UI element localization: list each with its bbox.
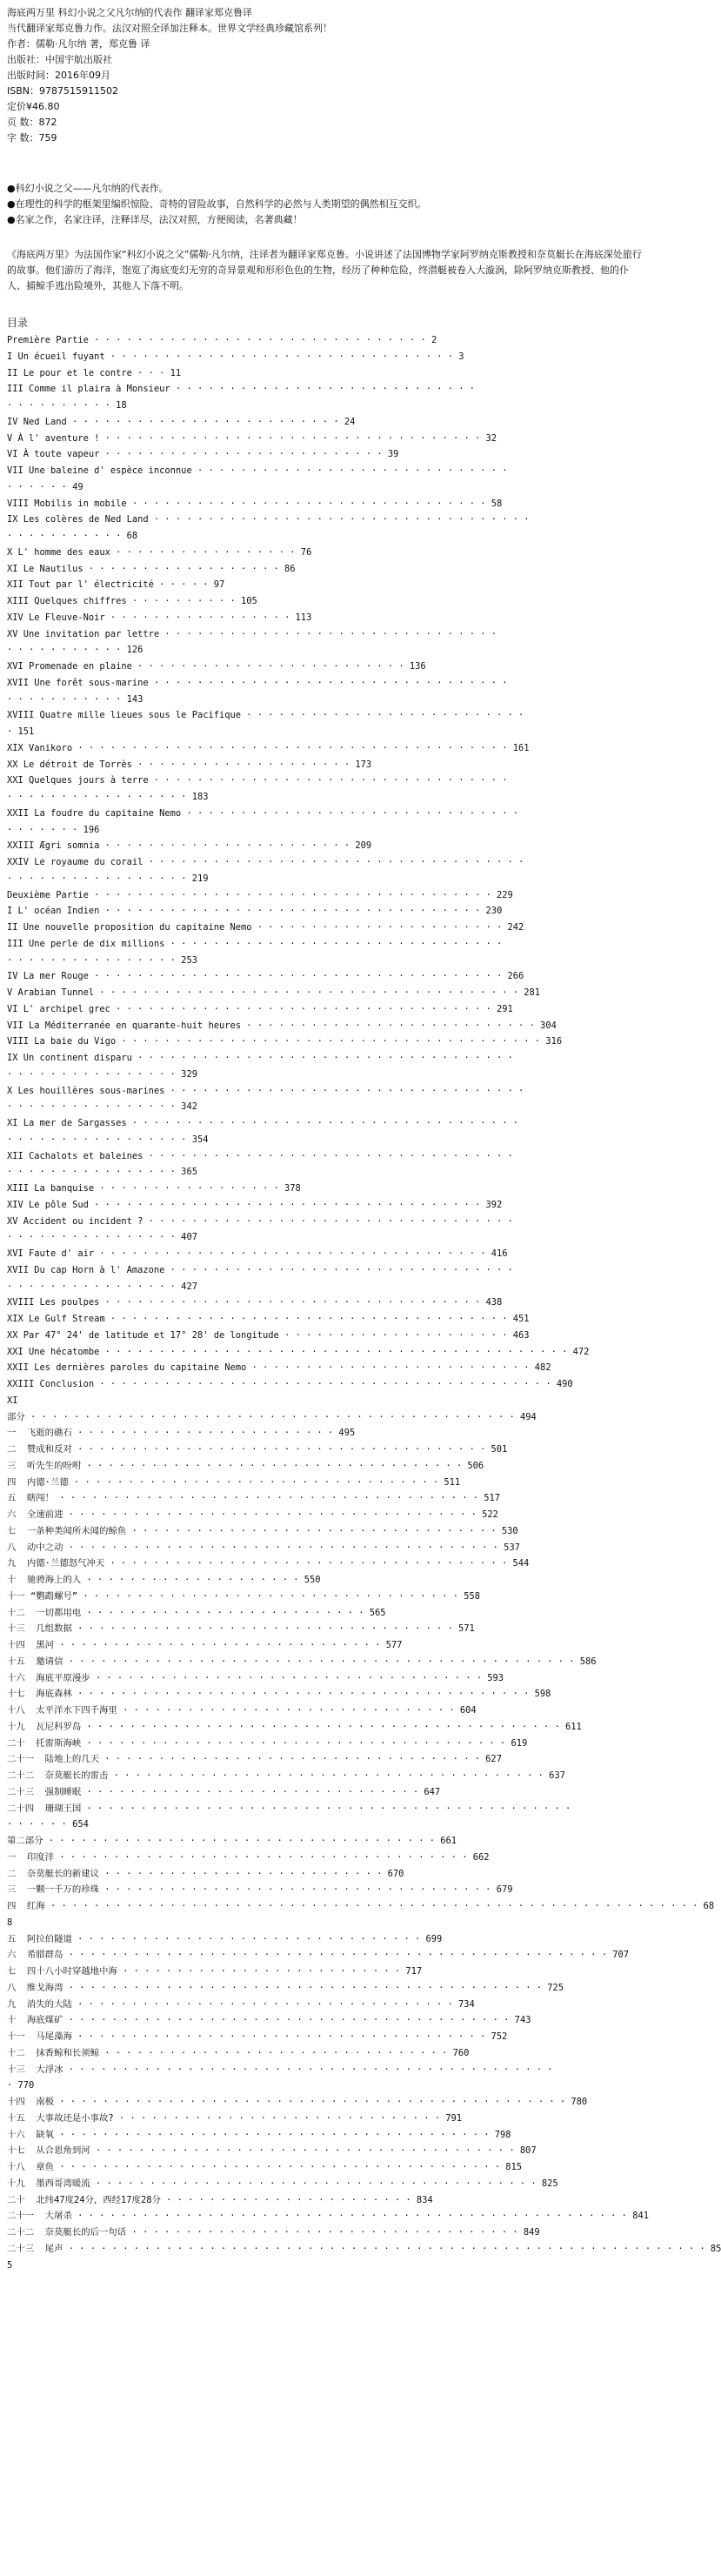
toc-entry: XIII La banquise · · · · · · · · · · · · · · · · · 378 (7, 1183, 301, 1194)
toc-entry: XXIV Le royaume du corail · · · · · · · · · · · · · · · · · · · · · · · · · · · · · · · · · · · (7, 857, 524, 867)
toc-entry: XI (7, 1395, 18, 1406)
toc-entry: XX Le détroit de Torrès · · · · · · · · · · · · · · · · · · · · 173 (7, 759, 372, 770)
toc-entry: XVII Du cap Horn à l' Amazone · · · · · · · · · · · · · · · · · · · · · · · · · · · · · · · · (7, 1264, 513, 1275)
toc-entry: 十二 抹香鲸和长须鲸 · · · · · · · · · · · · · · · · · · · · · · · · · · · · · · · · 760 (7, 2047, 470, 2058)
toc-entry: 十七 海底森林 · · · · · · · · · · · · · · · · · · · · · · · · · · · · · · · · · · · · · · · · · · 598 (7, 1689, 551, 1700)
toc-entry: 二十一 陆地上的几天 · · · · · · · · · · · · · · · · · · · · · · · · · · · · · · · · · · · 627 (7, 1754, 502, 1765)
toc-entry: 四 红海 · · · · · · · · · · · · · · · · · · · · · · · · · · · · · · · · · · · · · · · · · · · · · · · · · · · · · · · · · · · · 68 (7, 1901, 715, 1911)
words-line: 字 数：759 (7, 132, 57, 144)
toc-entry: III Comme il plaira à Monsieur · · · · · · · · · · · · · · · · · · · · · · · · · · · · (7, 384, 475, 395)
toc-entry: XXIII Ægri somnia · · · · · · · · · · · · · · · · · · · · · · · 209 (7, 840, 372, 852)
toc-entry: 十三 几组数据 · · · · · · · · · · · · · · · · · · · · · · · · · · · · · · · · · · · 571 (7, 1623, 475, 1635)
toc-entry: XXI Quelques jours à terre · · · · · · · · · · · · · · · · · · · · · · · · · · · · · · · · · (7, 775, 508, 786)
toc-entry: 二十一 大屠杀 · · · · · · · · · · · · · · · · · · · · · · · · · · · · · · · · · · · · · · · · · · · · · · · · · · · 841 (7, 2211, 649, 2222)
toc-entry: · · · · · · · · · · · 68 (7, 531, 138, 541)
toc-entry: VII Une baleine d' espèce inconnue · · · · · · · · · · · · · · · · · · · · · · · · · · · · · (7, 465, 508, 476)
toc-entry: · · · · · · · · · · · · · · · · 365 (7, 1167, 197, 1178)
toc-entry: 十二 一切都用电 · · · · · · · · · · · · · · · · · · · · · · · · · · 565 (7, 1607, 386, 1618)
feature-bullets (7, 181, 645, 228)
toc-entry: 一 飞逝的礁石 · · · · · · · · · · · · · · · · · · · · · · · · 495 (7, 1428, 356, 1439)
toc-entry: · · · · · · · 196 (7, 824, 100, 835)
toc-entry: XIX Vanikoro · · · · · · · · · · · · · · · · · · · · · · · · · · · · · · · · · · · · · · · · 161 (7, 742, 530, 753)
toc-entry: XX Par 47° 24' de latitude et 17° 28' de longitude · · · · · · · · · · · · · · · · · · · · · 463 (7, 1329, 530, 1341)
toc-entry: X Les houillères sous-marines · · · · · · · · · · · · · · · · · · · · · · · · · · · · · · · · · (7, 1085, 524, 1096)
publisher-line: 出版社：中国宇航出版社 (7, 54, 112, 65)
toc-entry: 十四 南极 · · · · · · · · · · · · · · · · · · · · · · · · · · · · · · · · · · · · · · · · · · · · · · · 780 (7, 2097, 588, 2107)
toc-entry: · · · · · · · · · · · · · · · · · 219 (7, 873, 209, 884)
subtitle-line: 当代翻译家郑克鲁力作。法汉对照全译加注释本。世界文学经典珍藏馆系列！ (7, 23, 332, 34)
toc-entry: XVII Une forêt sous-marine · · · · · · · · · · · · · · · · · · · · · · · · · · · · · · · · · (7, 677, 508, 688)
toc-entry: XVIII Les poulpes · · · · · · · · · · · · · · · · · · · · · · · · · · · · · · · · · · · 438 (7, 1297, 503, 1308)
toc-entry: I Un écueil fuyant · · · · · · · · · · · · · · · · · · · · · · · · · · · · · · · · 3 (7, 351, 464, 362)
toc-entry: 三 一颗一千万的珍珠 · · · · · · · · · · · · · · · · · · · · · · · · · · · · · · · · · · · · 679 (7, 1884, 513, 1896)
toc-entry: 二 赞成和反对 · · · · · · · · · · · · · · · · · · · · · · · · · · · · · · · · · · · · · · 501 (7, 1444, 508, 1455)
toc-entry: 四 内德·兰德 · · · · · · · · · · · · · · · · · · · · · · · · · · · · · · · · · · 511 (7, 1476, 461, 1488)
pages-line: 页 数：872 (7, 117, 57, 128)
toc-entry: 二十四 珊瑚王国 · · · · · · · · · · · · · · · · · · · · · · · · · · · · · · · · · · · · · · · · · · · · · (7, 1803, 571, 1814)
toc-entry: 十一 马尾藻海 · · · · · · · · · · · · · · · · · · · · · · · · · · · · · · · · · · · · · · 752 (7, 2031, 508, 2042)
toc-entry: 二十三 强制睡眠 · · · · · · · · · · · · · · · · · · · · · · · · · · · · · · · 647 (7, 1786, 441, 1797)
toc-entry: 十四 黑河 · · · · · · · · · · · · · · · · · · · · · · · · · · · · · · 577 (7, 1640, 403, 1650)
toc-entry: III Une perle de dix millions · · · · · · · · · · · · · · · · · · · · · · · · · · · · · · · (7, 938, 503, 949)
toc-entry: 八 动中之动 · · · · · · · · · · · · · · · · · · · · · · · · · · · · · · · · · · · · · · · · 537 (7, 1542, 520, 1553)
toc-entry: 十 海底煤矿 · · · · · · · · · · · · · · · · · · · · · · · · · · · · · · · · · · · · · · · · · 743 (7, 2015, 531, 2026)
toc-entry: II Une nouvelle proposition du capitaine Nemo · · · · · · · · · · · · · · · · · · · · · · · 242 (7, 922, 524, 933)
toc-entry: XI La mer de Sargasses · · · · · · · · · · · · · · · · · · · · · · · · · · · · · · · · · · · · (7, 1118, 519, 1128)
toc-entry: · · · · · · · · · · · · · · · · · 354 (7, 1134, 209, 1145)
toc-entry: V Arabian Tunnel · · · · · · · · · · · · · · · · · · · · · · · · · · · · · · · · · · · · · · · 281 (7, 987, 541, 998)
toc-entry: 六 希腊群岛 · · · · · · · · · · · · · · · · · · · · · · · · · · · · · · · · · · · · · · · · · · · · · · · · · · 707 (7, 1950, 630, 1961)
toc-entry: · · · · · · · · · · · · · · · · 342 (7, 1101, 197, 1113)
publish-date-line: 出版时间：2016年09月 (7, 70, 110, 81)
toc-entry: 九 消失的大陆 · · · · · · · · · · · · · · · · · · · · · · · · · · · · · · · · · · · 734 (7, 1998, 475, 2010)
toc-entry: 二十三 尾声 · · · · · · · · · · · · · · · · · · · · · · · · · · · · · · · · · · · · · · · · · · · · · · · · · · · · · · · · · · · 85 (7, 2243, 721, 2254)
toc-entry: VI À toute vapeur · · · · · · · · · · · · · · · · · · · · · · · · · · 39 (7, 449, 399, 460)
price-line: 定价¥46.80 (7, 101, 60, 112)
toc-entry: IV Ned Land · · · · · · · · · · · · · · · · · · · · · · · · · 24 (7, 416, 356, 427)
toc-entry: · 151 (7, 726, 35, 737)
toc-entry: IX Les colères de Ned Land · · · · · · · · · · · · · · · · · · · · · · · · · · · · · · · · · · · (7, 514, 530, 525)
toc-entry: · · · · · · 49 (7, 481, 83, 492)
toc-entry: II Le pour et le contre · · · 11 (7, 367, 182, 378)
table-of-contents (7, 332, 721, 2273)
toc-entry: 十五 大事故还是小事故? · · · · · · · · · · · · · · · · · · · · · · · · · · · · · · 791 (7, 2112, 463, 2124)
toc-entry: XXIII Conclusion · · · · · · · · · · · · · · · · · · · · · · · · · · · · · · · · · · · · · · · · · · 490 (7, 1379, 573, 1389)
toc-entry: · · · · · · · · · · · 143 (7, 693, 144, 705)
toc-entry: XXI Une hécatombe · · · · · · · · · · · · · · · · · · · · · · · · · · · · · · · · · · · · · · · · · · · 472 (7, 1346, 590, 1357)
toc-entry: · · · · · · · · · · · · · · · · · 183 (7, 792, 209, 802)
toc-entry: XVI Faute d' air · · · · · · · · · · · · · · · · · · · · · · · · · · · · · · · · · · · · 416 (7, 1248, 508, 1259)
toc-entry: VIII La baie du Vigo · · · · · · · · · · · · · · · · · · · · · · · · · · · · · · · · · · · · · · · 316 (7, 1036, 563, 1047)
toc-entry: 十一 “鹦鹉螺号” · · · · · · · · · · · · · · · · · · · · · · · · · · · · · · · · · · · 558 (7, 1590, 481, 1602)
toc-entry: 七 一条种类闻所未闻的鲸鱼 · · · · · · · · · · · · · · · · · · · · · · · · · · · · · · · · · · 530 (7, 1525, 518, 1536)
toc-entry: XIV Le pôle Sud · · · · · · · · · · · · · · · · · · · · · · · · · · · · · · · · · · · · 392 (7, 1199, 503, 1210)
toc-entry: · · · · · · · · · · · · · · · · 427 (7, 1281, 197, 1292)
toc-entry: 五 瞎闯！ · · · · · · · · · · · · · · · · · · · · · · · · · · · · · · · · · · · · · · · 517 (7, 1493, 501, 1504)
toc-entry: 十五 邀请信 · · · · · · · · · · · · · · · · · · · · · · · · · · · · · · · · · · · · · · · · · · · · · · · 586 (7, 1656, 597, 1667)
toc-entry: 十七 从合恩角到河 · · · · · · · · · · · · · · · · · · · · · · · · · · · · · · · · · · · · · · · 807 (7, 2145, 537, 2157)
toc-entry: 8 (7, 1917, 13, 1928)
toc-entry: XV Accident ou incident ? · · · · · · · · · · · · · · · · · · · · · · · · · · · · · · · · · · (7, 1215, 513, 1227)
toc-entry: 十九 墨西哥湾暖流 · · · · · · · · · · · · · · · · · · · · · · · · · · · · · · · · · · · · · · · · · 825 (7, 2178, 558, 2189)
toc-entry: 二 奈莫艇长的新建议 · · · · · · · · · · · · · · · · · · · · · · · · · · 670 (7, 1868, 404, 1879)
toc-entry: XVIII Quatre mille lieues sous le Pacifique · · · · · · · · · · · · · · · · · · · · · · · · · · (7, 710, 524, 721)
toc-entry: 5 (7, 2259, 13, 2271)
toc-entry: 二十 北纬47度24分，西经17度28分 · · · · · · · · · · · · · · · · · · · · · · · 834 (7, 2194, 433, 2205)
toc-entry: · 770 (7, 2080, 35, 2091)
toc-entry: VII La Méditerranée en quarante-huit heures · · · · · · · · · · · · · · · · · · · · · · · · · · · 304 (7, 1020, 557, 1031)
toc-entry: 部分 · · · · · · · · · · · · · · · · · · · · · · · · · · · · · · · · · · · · · · · · · · · · · 494 (7, 1411, 537, 1422)
toc-entry: 十 驰骋海上的人 · · · · · · · · · · · · · · · · · · · · 550 (7, 1575, 321, 1585)
toc-entry: Première Partie · · · · · · · · · · · · · · · · · · · · · · · · · · · · · · · 2 (7, 335, 437, 345)
toc-entry: 十九 瓦尼科罗岛 · · · · · · · · · · · · · · · · · · · · · · · · · · · · · · · · · · · · · · · · · · · · 611 (7, 1721, 582, 1732)
toc-entry: XXII La foudre du capitaine Nemo · · · · · · · · · · · · · · · · · · · · · · · · · · · · · · · (7, 807, 519, 819)
toc-entry: XII Tout par l' électricité · · · · · 97 (7, 579, 225, 591)
toc-entry: VI L' archipel grec · · · · · · · · · · · · · · · · · · · · · · · · · · · · · · · · · · · 291 (7, 1003, 513, 1014)
toc-entry: XV Une invitation par lettre · · · · · · · · · · · · · · · · · · · · · · · · · · · · · · · (7, 628, 497, 639)
toc-entry: XIV Le Fleuve-Noir · · · · · · · · · · · · · · · · · 113 (7, 612, 312, 623)
toc-entry: 十三 大浮冰 · · · · · · · · · · · · · · · · · · · · · · · · · · · · · · · · · · · · · · · · · · · · · (7, 2064, 553, 2075)
toc-entry: XI Le Nautilus · · · · · · · · · · · · · · · · · · 86 (7, 563, 296, 574)
toc-entry: 三 听先生的吩咐 · · · · · · · · · · · · · · · · · · · · · · · · · · · · · · · · · · · 506 (7, 1460, 484, 1471)
toc-entry: · · · · · · · · · · · · · · · · 407 (7, 1232, 197, 1243)
book-description: 《海底两万里》为法国作家“科幻小说之父”儒勒·凡尔纳，注译者为翻译家郑克鲁。小说讲述了法国博物学家阿罗纳克斯教授和奈莫艇长在海底深处旅行的故事。他们游历了海洋，饱览了海底变幻无穷的奇异景观和形形色色的生物，经历了种种危险，终潜艇被卷入大漩涡，除阿罗纳克斯教授、他的仆人、捕鲸手逃出险境外，其他人下落不明。 (7, 249, 642, 291)
toc-entry: Deuxième Partie · · · · · · · · · · · · · · · · · · · · · · · · · · · · · · · · · · · · · 229 (7, 889, 513, 900)
toc-entry: 八 维戈海湾 · · · · · · · · · · · · · · · · · · · · · · · · · · · · · · · · · · · · · · · · · · · · 725 (7, 1982, 564, 1993)
toc-entry: 第二部分 · · · · · · · · · · · · · · · · · · · · · · · · · · · · · · · · · · · · 661 (7, 1836, 457, 1846)
toc-entry: XIX Le Gulf Stream · · · · · · · · · · · · · · · · · · · · · · · · · · · · · · · · · · · · · 451 (7, 1314, 530, 1324)
toc-entry: 二十二 奈莫艇长的后一句话 · · · · · · · · · · · · · · · · · · · · · · · · · · · · · · · · · · · · 849 (7, 2227, 540, 2238)
toc-entry: V À l' aventure ! · · · · · · · · · · · · · · · · · · · · · · · · · · · · · · · · · · · 32 (7, 432, 497, 444)
toc-entry: 十六 海底平原漫步 · · · · · · · · · · · · · · · · · · · · · · · · · · · · · · · · · · · · 593 (7, 1672, 504, 1683)
toc-entry: · · · · · · · · · · · · · · · · 329 (7, 1068, 197, 1080)
toc-entry: · · · · · · · · · · · 126 (7, 645, 144, 656)
toc-entry: 二十 托雷斯海峡 · · · · · · · · · · · · · · · · · · · · · · · · · · · · · · · · · · · · · · · 619 (7, 1737, 528, 1749)
bullet-item: ●在理性的科学的框架里编织惊险、奇特的冒险故事，自然科学的必然与人类期望的偶然相互交织。 (7, 198, 427, 210)
bullet-item: ●科幻小说之父——凡尔纳的代表作。 (7, 183, 169, 194)
toc-entry: 九 内德·兰德怒气冲天 · · · · · · · · · · · · · · · · · · · · · · · · · · · · · · · · · · · · · 544 (7, 1558, 530, 1569)
toc-entry: 十六 缺氧 · · · · · · · · · · · · · · · · · · · · · · · · · · · · · · · · · · · · · · · · 798 (7, 2129, 511, 2140)
toc-entry: VIII Mobilis in mobile · · · · · · · · · · · · · · · · · · · · · · · · · · · · · · · · · 58 (7, 498, 503, 509)
toc-entry: XIII Quelques chiffres · · · · · · · · · · 105 (7, 596, 257, 606)
toc-entry: I L' océan Indien · · · · · · · · · · · · · · · · · · · · · · · · · · · · · · · · · · · 230 (7, 906, 503, 917)
toc-entry: XVI Promenade en plaine · · · · · · · · · · · · · · · · · · · · · · · · · 136 (7, 661, 426, 672)
toc-entry: 五 阿拉伯隧道 · · · · · · · · · · · · · · · · · · · · · · · · · · · · · · · · 699 (7, 1933, 443, 1944)
toc-entry: IV La mer Rouge · · · · · · · · · · · · · · · · · · · · · · · · · · · · · · · · · · · · · · 266 (7, 971, 524, 982)
toc-entry: · · · · · · · · · · 18 (7, 400, 127, 411)
toc-entry: XXII Les dernières paroles du capitaine Nemo · · · · · · · · · · · · · · · · · · · · · · · · · · 482 (7, 1362, 551, 1374)
toc-entry: 二十二 奈莫艇长的雷击 · · · · · · · · · · · · · · · · · · · · · · · · · · · · · · · · · · · · · · · · 637 (7, 1770, 565, 1781)
toc-entry: 六 全速前进 · · · · · · · · · · · · · · · · · · · · · · · · · · · · · · · · · · · · · · 522 (7, 1509, 498, 1520)
toc-entry: · · · · · · 654 (7, 1819, 89, 1830)
title-line: 海底两万里 科幻小说之父凡尔纳的代表作 翻译家郑克鲁译 (7, 7, 252, 18)
toc-entry: X L' homme des eaux · · · · · · · · · · · · · · · · · 76 (7, 546, 312, 558)
toc-entry: 七 四十八小时穿越地中海 · · · · · · · · · · · · · · · · · · · · · · · · · · 717 (7, 1966, 423, 1977)
book-info-header (7, 5, 645, 146)
toc-entry: 十八 太平洋水下四千海里 · · · · · · · · · · · · · · · · · · · · · · · · · · · · · · · 604 (7, 1705, 477, 1716)
toc-entry: 一 印度洋 · · · · · · · · · · · · · · · · · · · · · · · · · · · · · · · · · · · · · · 662 (7, 1851, 490, 1863)
isbn-line: ISBN：9787515911502 (7, 85, 118, 97)
author-line: 作者：儒勒·凡尔纳 著，郑克鲁 译 (7, 38, 150, 50)
toc-entry: · · · · · · · · · · · · · · · · 253 (7, 954, 197, 966)
toc-entry: 十八 章鱼 · · · · · · · · · · · · · · · · · · · · · · · · · · · · · · · · · · · · · · · · · 815 (7, 2162, 523, 2172)
bullet-item: ●名家之作，名家注译，注释详尽，法汉对照，方便阅读，名著典藏！ (7, 214, 303, 225)
toc-entry: XII Cachalots et baleines · · · · · · · · · · · · · · · · · · · · · · · · · · · · · · · · · · (7, 1150, 513, 1161)
toc-entry: IX Un continent disparu · · · · · · · · · · · · · · · · · · · · · · · · · · · · · · · · · · · (7, 1053, 513, 1063)
toc-heading: 目录 (7, 317, 29, 329)
